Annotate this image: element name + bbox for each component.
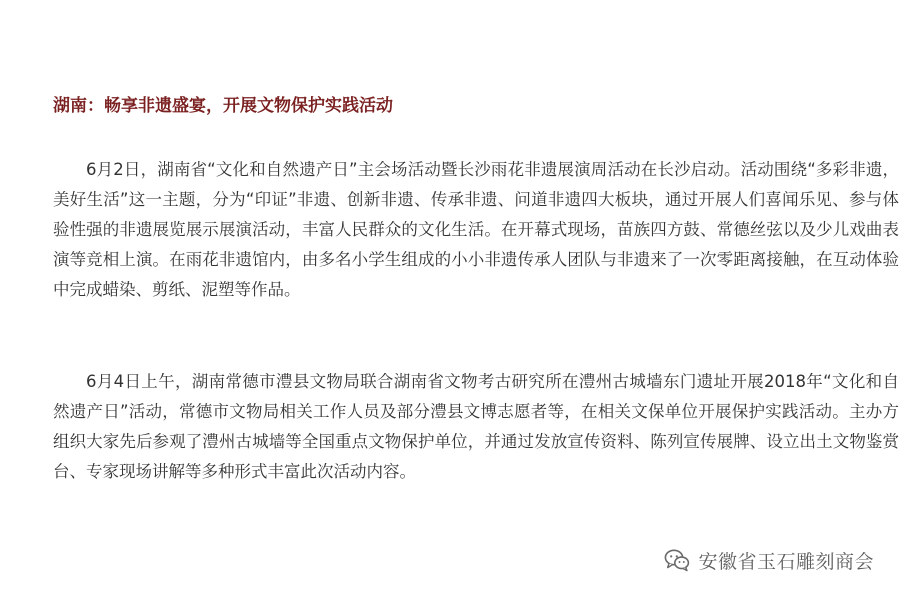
watermark bbox=[664, 546, 874, 574]
wechat-icon bbox=[664, 548, 690, 572]
article-heading: 湖南：畅享非遗盛宴，开展文物保护实践活动 bbox=[53, 96, 393, 116]
article-paragraph-1: 6月2日，湖南省“文化和自然遗产日”主会场活动暨长沙雨花非遗展演周活动在长沙启动。活动围绕“多彩非遗，美好生活”这一主题，分为“印证”非遗、创新非遗、传承非遗、问道非遗四大板块，通过开展人们喜闻乐见、参与体验性强的非遗展览展示展演活动，丰富人民群众的文化生活。在开幕式现场，苗族四方鼓、常德丝弦以及少儿戏曲表演等竞相上演。在雨花非遗馆内，由多名小学生组成的小小非遗传承人团队与非遗来了一次零距离接触，在互动体验中完成蜡染、剪纸、泥塑等作品。 bbox=[53, 160, 899, 299]
article-paragraph-2: 6月4日上午，湖南常德市澧县文物局联合湖南省文物考古研究所在澧州古城墙东门遗址开展2018年“文化和自然遗产日”活动，常德市文物局相关工作人员及部分澧县文博志愿者等，在相关文保单位开展保护实践活动。主办方组织大家先后参观了澧州古城墙等全国重点文物保护单位，并通过发放宣传资料、陈列宣传展牌、设立出土文物鉴赏台、专家现场讲解等多种形式丰富此次活动内容。 bbox=[53, 372, 899, 481]
watermark-text: 安徽省玉石雕刻商会 bbox=[698, 550, 874, 573]
